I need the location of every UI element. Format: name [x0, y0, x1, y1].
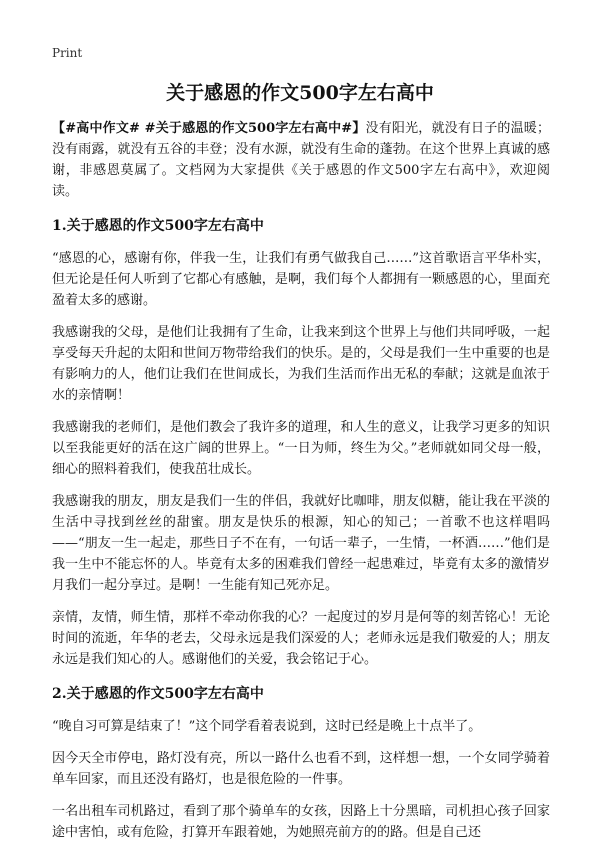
- section-1-paragraph: 我感谢我的父母，是他们让我拥有了生命，让我来到这个世界上与他们共同呼吸，一起享受每天升起的太阳和世间万物带给我们的快乐。是的，父母是我们一生中重要的也是有影响力的人，他们让我们在世间成长，为我们生活而作出无私的奉献；这就是血浓于水的亲情啊！: [52, 325, 550, 403]
- section-2-paragraph: “晚自习可算是结束了！”这个同学看着表说到，这时已经是晚上十点半了。: [52, 719, 482, 734]
- intro-paragraph: [52, 118, 550, 202]
- section-1-paragraph: 我感谢我的朋友，朋友是我们一生的伴侣，我就好比咖啡，朋友似糖，能让我在平淡的生活中寻找到丝丝的甜蜜。朋友是快乐的根源，知心的知己；一首歌不也这样唱吗——“朋友一生一起走，那些日子不在有，一句话一辈子，一生情，一杯酒……”他们是我一生中不能忘怀的人。毕竟有太多的困难我们曾经一起患难过，毕竟有太多的激情岁月我们一起分享过。是啊！一生能有知己死亦足。: [52, 494, 550, 593]
- section-2-paragraph: 一名出租车司机路过，看到了那个骑单车的女孩，因路上十分黑暗，司机担心孩子回家途中害怕，或有危险，打算开车跟着她，为她照亮前方的的路。但是自己还: [52, 804, 550, 840]
- intro-text: 没有阳光，就没有日子的温暖；没有雨露，就没有五谷的丰登；没有水源，就没有生命的蓬勃。在这个世界上真诚的感谢，非感恩莫属了。文档网为大家提供《关于感恩的作文500字左右高中》，欢迎阅读。: [52, 121, 550, 199]
- page-title: 关于感恩的作文500字左右高中: [166, 82, 434, 104]
- section-2-paragraph: 因今天全市停电，路灯没有亮，所以一路什么也看不到，这样想一想，一个女同学骑着单车回家，而且还没有路灯，也是很危险的一件事。: [52, 751, 550, 787]
- section-1-paragraph: 我感谢我的老师们，是他们教会了我许多的道理，和人生的意义，让我学习更多的知识以至我能更好的活在这广阔的世界上。“一日为师，终生为父。”老师就如同父母一般，细心的照料着我们，使我茁壮成长。: [52, 420, 550, 477]
- section-1-paragraph: “感恩的心，感谢有你，伴我一生，让我们有勇气做我自己……”这首歌语言平华朴实，但无论是任何人听到了它都心有感触，是啊，我们每个人都拥有一颗感恩的心，里面充盈着太多的感谢。: [52, 251, 550, 308]
- print-label: Print: [52, 46, 83, 60]
- section-1-paragraph: 亲情，友情，师生情，那样不牵动你我的心？一起度过的岁月是何等的刻苦铭心！无论时间的流逝，年华的老去，父母永远是我们深爱的人；老师永远是我们敬爱的人；朋友永远是我们知心的人。感谢他们的关爱，我会铭记于心。: [52, 610, 550, 667]
- article-body: [52, 118, 550, 854]
- section-1-heading: 1.关于感恩的作文500字左右高中: [52, 218, 264, 234]
- intro-tag: 【#高中作文# #关于感恩的作文500字左右高中#】: [52, 121, 366, 136]
- section-2-heading: 2.关于感恩的作文500字左右高中: [52, 686, 264, 702]
